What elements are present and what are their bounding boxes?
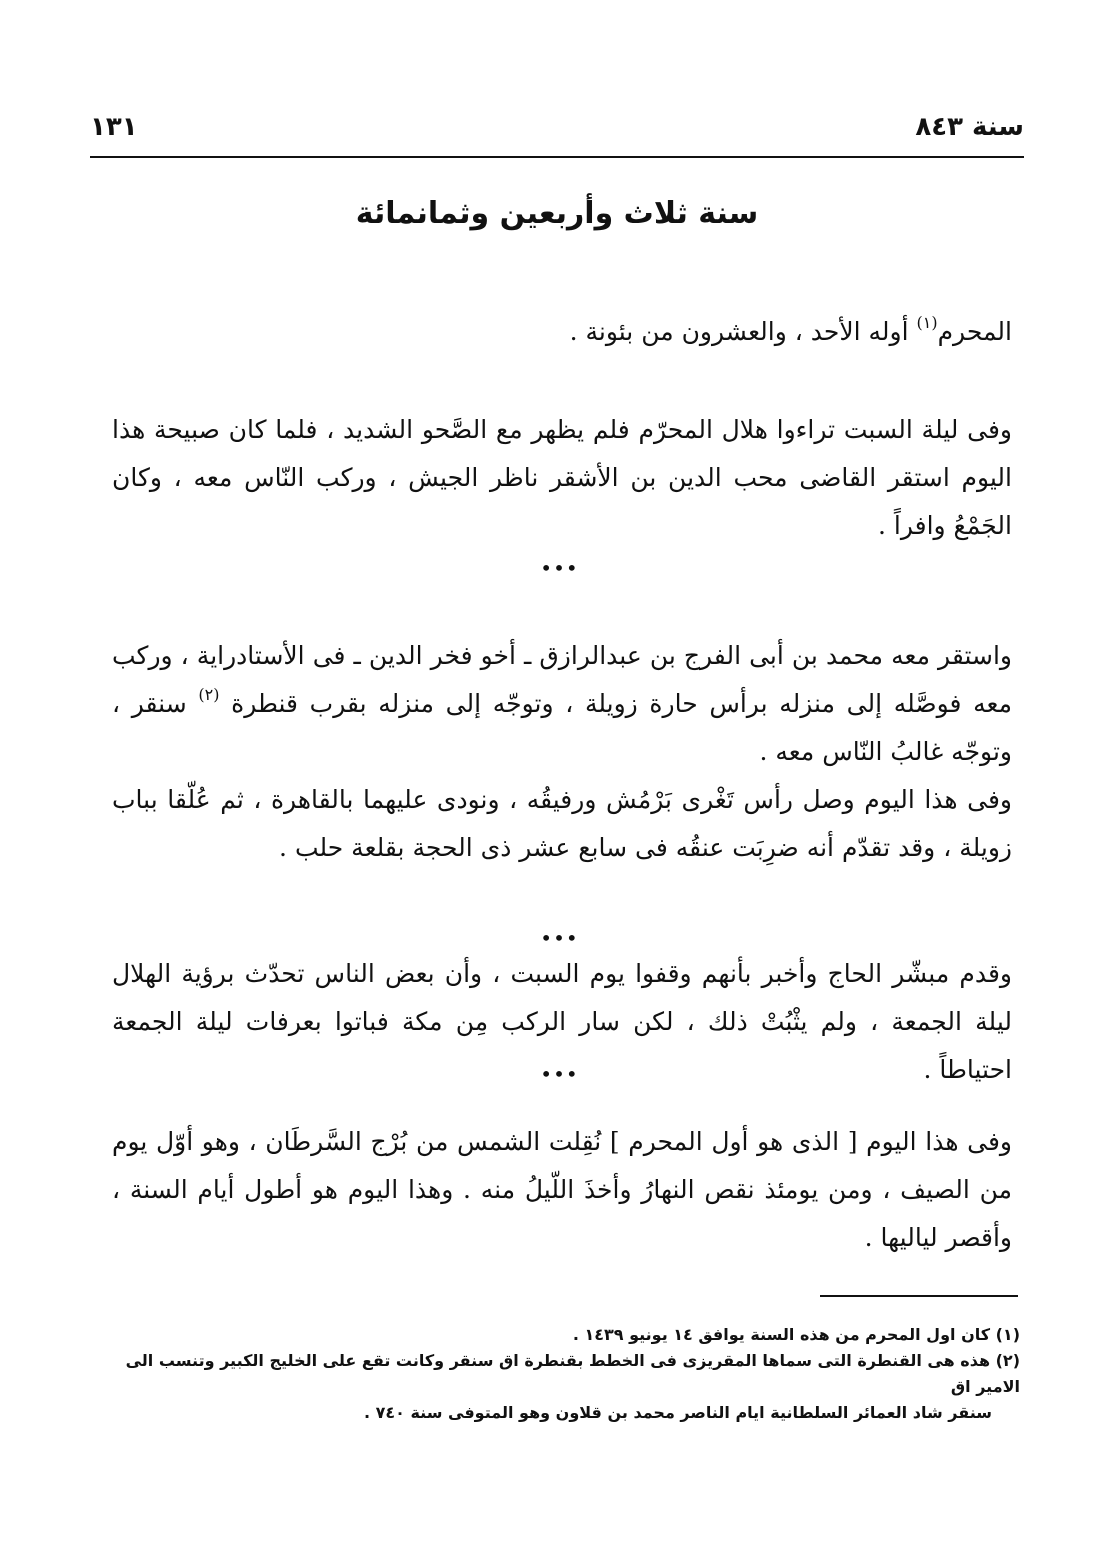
paragraph-6: وفى هذا اليوم [ الذى هو أول المحرم ] نُقِلت الشمس من بُرْج السَّرطَان ، وهو أوّل يوم من الصيف ، ومن يومئذ نقص النهارُ وأخذَ اللّيلُ منه . وهذا اليوم هو أطول أيام السنة ، وأقصر لياليها . [112,1127,1012,1252]
section-separator: ••• [540,1062,579,1086]
page-number: ١٣١ [90,112,138,142]
header-year: سنة ٨٤٣ [915,112,1024,142]
footnote-rule [820,1295,1018,1297]
paragraph-1-start: المحرم [937,317,1012,346]
paragraph-1-end: أوله الأحد ، والعشرون من بئونة . [569,317,917,346]
paragraph-2: وفى ليلة السبت تراءوا هلال المحرّم فلم يظهر مع الصَّحو الشديد ، فلما كان صبيحة هذا اليوم استقر القاضى محب الدين بن الأشقر ناظر الجيش ، وركب النّاس معه ، وكان الجَمْعُ وافراً . [112,415,1012,540]
footnote-2-continued: سنقر شاد العمائر السلطانية ايام الناصر محمد بن قلاون وهو المتوفى سنة ٧٤٠ . [363,1403,992,1422]
footnote-2: (٢) هذه هى القنطرة التى سماها المقريزى فى الخطط بقنطرة اق سنقر وكانت تقع على الخليج الكبير وتنسب الى الامير اق [125,1351,1020,1396]
footnote-ref-1: (١) [916,313,938,332]
paragraph-5: وقدم مبشّر الحاج وأخبر بأنهم وقفوا يوم السبت ، وأن بعض الناس تحدّث برؤية الهلال ليلة الجمعة ، ولم يثْبُتْ ذلك ، لكن سار الركب مِن مكة فباتوا بعرفات ليلة الجمعة احتياطاً . [112,959,1012,1084]
header-rule [90,156,1024,158]
running-header [90,112,1024,154]
footnote-ref-2: (٢) [198,685,220,704]
footnotes [110,1322,1020,1426]
paragraph-1 [112,308,1012,356]
paragraph-3-end: سنقر ، وتوجّه غالبُ النّاس معه . [112,689,1012,766]
paragraph-4: وفى هذا اليوم وصل رأس تَغْرى بَرْمُش ورفيقُه ، ونودى عليهما بالقاهرة ، ثم عُلّقا بباب زويلة ، وقد تقدّم أنه ضرِبَت عنقُه فى سابع عشر ذى الحجة بقلعة حلب . [112,785,1012,862]
section-separator: ••• [540,926,579,950]
section-separator: ••• [540,556,579,580]
chapter-title: سنة ثلاث وأربعين وثمانمائة [355,196,759,231]
footnote-1: (١) كان اول المحرم من هذه السنة يوافق ١٤ يونيو ١٤٣٩ . [572,1325,1020,1344]
paragraph-3 [112,632,1012,776]
paragraph-3-start: واستقر معه محمد بن أبى الفرج بن عبدالرازق ـ أخو فخر الدين ـ فى الأستادراية ، وركب معه فوصَّله إلى منزله برأس حارة زويلة ، وتوجّه إلى منزله بقرب قنطرة [112,641,1012,718]
